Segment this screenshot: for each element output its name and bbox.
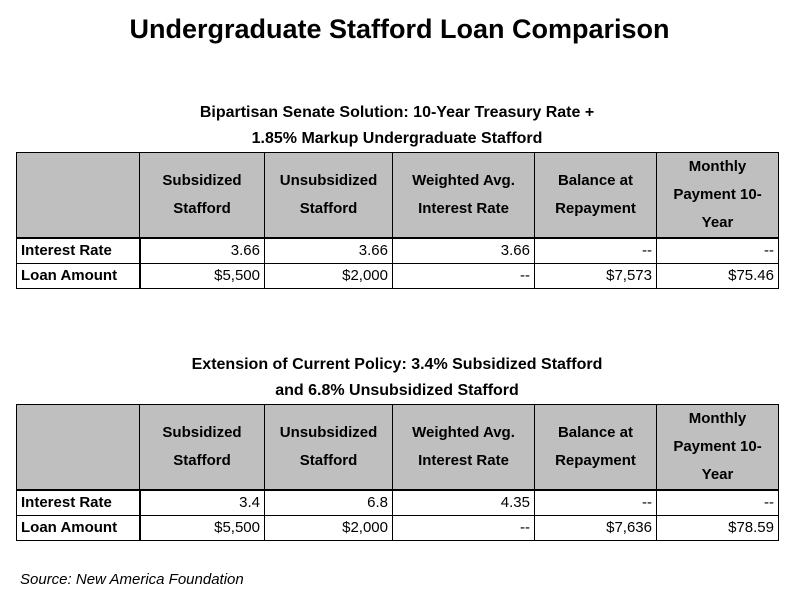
senate-solution-section	[16, 100, 778, 289]
header-subsidized: Subsidized Stafford	[140, 405, 265, 491]
row-label: Loan Amount	[17, 264, 140, 289]
corner-header-cell	[17, 405, 140, 491]
header-balance: Balance at Repayment	[535, 405, 657, 491]
row-label: Interest Rate	[17, 238, 140, 264]
table-title-line-1: Bipartisan Senate Solution: 10-Year Treasury Rate +	[199, 104, 595, 121]
table-cell: 3.66	[393, 238, 535, 264]
table-row	[17, 490, 779, 516]
table-cell: $78.59	[657, 516, 779, 541]
table-title-line-2: 1.85% Markup Undergraduate Stafford	[251, 130, 543, 147]
page-title: Undergraduate Stafford Loan Comparison	[129, 14, 670, 44]
table-cell: --	[535, 490, 657, 516]
table-cell: 4.35	[393, 490, 535, 516]
corner-header-cell	[17, 153, 140, 239]
table-cell: $2,000	[265, 264, 393, 289]
table-cell: 6.8	[265, 490, 393, 516]
table-cell: $7,636	[535, 516, 657, 541]
table-cell: --	[393, 516, 535, 541]
table-title	[16, 352, 778, 404]
header-monthly-payment: Monthly Payment 10-Year	[657, 405, 779, 491]
header-monthly-payment: Monthly Payment 10-Year	[657, 153, 779, 239]
table-title	[16, 100, 778, 152]
table-cell: --	[535, 238, 657, 264]
table-cell: --	[657, 238, 779, 264]
table-row	[17, 238, 779, 264]
table-title-line-1: Extension of Current Policy: 3.4% Subsidized Stafford	[191, 356, 603, 373]
table-cell: $7,573	[535, 264, 657, 289]
table-cell: $5,500	[140, 264, 265, 289]
row-label: Interest Rate	[17, 490, 140, 516]
header-unsubsidized: Unsubsidized Stafford	[265, 405, 393, 491]
comparison-table	[16, 152, 779, 289]
table-row	[17, 264, 779, 289]
current-policy-section	[16, 352, 778, 541]
comparison-table	[16, 404, 779, 541]
source-note: Source: New America Foundation	[20, 571, 244, 588]
table-cell: $75.46	[657, 264, 779, 289]
row-label: Loan Amount	[17, 516, 140, 541]
header-row	[17, 153, 779, 239]
table-title-line-2: and 6.8% Unsubsidized Stafford	[275, 382, 519, 399]
table-cell: 3.66	[140, 238, 265, 264]
table-cell: 3.66	[265, 238, 393, 264]
table-cell: $5,500	[140, 516, 265, 541]
header-weighted-rate: Weighted Avg. Interest Rate	[393, 405, 535, 491]
table-cell: $2,000	[265, 516, 393, 541]
table-cell: --	[393, 264, 535, 289]
header-weighted-rate: Weighted Avg. Interest Rate	[393, 153, 535, 239]
header-row	[17, 405, 779, 491]
table-cell: 3.4	[140, 490, 265, 516]
table-cell: --	[657, 490, 779, 516]
header-unsubsidized: Unsubsidized Stafford	[265, 153, 393, 239]
table-row	[17, 516, 779, 541]
header-subsidized: Subsidized Stafford	[140, 153, 265, 239]
header-balance: Balance at Repayment	[535, 153, 657, 239]
